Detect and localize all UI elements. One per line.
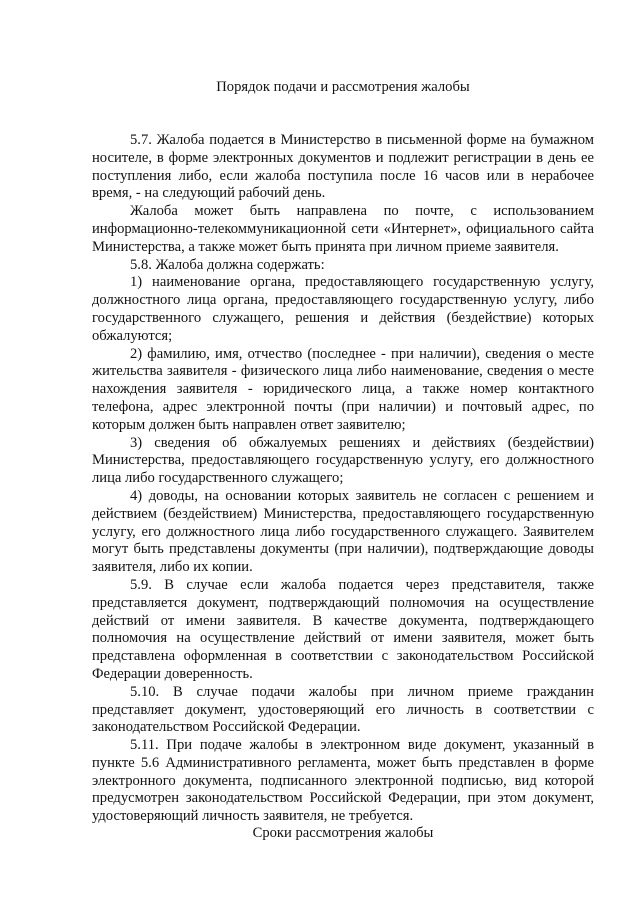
section-heading-terms: Сроки рассмотрения жалобы [252,825,434,841]
paragraph-5-7: 5.7. Жалоба подается в Министерство в письменной форме на бумажном носителе, в форме электронных документов и подлежит регистрации в день ее поступления либо, если жалоба поступила после 16 часов или в нерабочее время, - на следующий рабочий день. [92,132,594,202]
document-body [92,132,594,826]
list-item-4: 4) доводы, на основании которых заявитель не согласен с решением и действием (бездействием) Министерства, предоставляющего государственную услугу, его должностного лица либо государственного служащего. Заявителем могут быть представлены документы (при наличии), подтверждающие доводы заявителя, либо их копии. [92,487,594,576]
paragraph-5-11: 5.11. При подаче жалобы в электронном виде документ, указанный в пункте 5.6 Административного регламента, может быть представлен в форме электронного документа, подписанного электронной подписью, вид которой предусмотрен законодательством Российской Федерации, при этом документ, удостоверяющий личность заявителя, не требуется. [92,737,594,825]
list-item-1: 1) наименование органа, предоставляющего государственную услугу, должностного лица органа, предоставляющего государственную услугу, либо государственного служащего, решения и действия (бездействие) которых обжалуются; [92,274,594,344]
paragraph-5-8: 5.8. Жалоба должна содержать: [130,256,325,273]
paragraph-5-10: 5.10. В случае подачи жалобы при личном приеме гражданин представляет документ, удостоверяющий его личность в соответствии с законодательством Российской Федерации. [92,683,594,736]
paragraph-5-9: 5.9. В случае если жалоба подается через представителя, также представляется документ, подтверждающий полномочия на осуществление действий от имени заявителя. В качестве документа, подтверждающего полномочия на осуществление действий от имени заявителя, может быть представлена оформленная в соответствии с законодательством Российской Федерации доверенность. [92,576,594,682]
list-item-2: 2) фамилию, имя, отчество (последнее - при наличии), сведения о месте жительства заявителя - физического лица либо наименование, сведения о месте нахождения заявителя - юридического лица, а также номер контактного телефона, адрес электронной почты (при наличии) и почтовый адрес, по которым должен быть направлен ответ заявителю; [92,345,594,433]
section-heading-procedure: Порядок подачи и рассмотрения жалобы [216,79,470,95]
paragraph-submission-channels: Жалоба может быть направлена по почте, с использованием информационно-телекоммуникационной сети «Интернет», официального сайта Министерства, а также может быть принята при личном приеме заявителя. [92,203,594,255]
list-item-3: 3) сведения об обжалуемых решениях и действиях (бездействии) Министерства, предоставляющего государственную услугу, его должностного лица либо государственного служащего; [92,434,594,487]
